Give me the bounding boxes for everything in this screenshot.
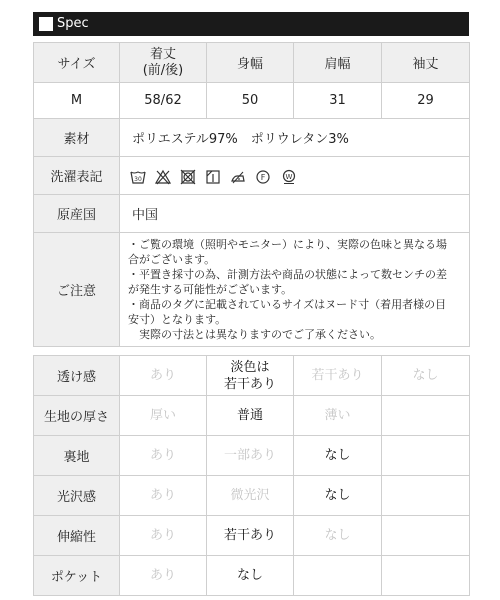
feature-option: あり — [120, 476, 207, 516]
feature-option: あり — [120, 436, 207, 476]
note-line: ・平置き採寸の為、計測方法や商品の状態によって数センチの差 — [128, 268, 447, 281]
origin-value: 中国 — [120, 195, 470, 233]
feature-option — [382, 556, 470, 596]
feature-option: なし — [382, 356, 470, 396]
feature-label: 伸縮性 — [34, 516, 120, 556]
note-line: ・ご覧の環境（照明やモニター）により、実際の色味と異なる場 — [128, 238, 447, 251]
size-header-row — [34, 43, 470, 83]
origin-row — [34, 195, 470, 233]
line-dry-shade-icon — [205, 169, 221, 185]
header-square-icon — [39, 17, 53, 31]
no-tumble-dry-icon — [180, 169, 196, 185]
feature-option-selected: 若干あり — [207, 516, 294, 556]
care-icons — [120, 157, 470, 195]
feature-option: あり — [120, 516, 207, 556]
wet-clean-w-icon — [281, 169, 297, 185]
feature-row — [34, 516, 470, 556]
wash-30-icon — [130, 169, 146, 185]
feature-option: あり — [120, 356, 207, 396]
feature-option-selected: なし — [294, 476, 382, 516]
material-label: 素材 — [34, 119, 120, 157]
feature-option-selected: なし — [207, 556, 294, 596]
care-row — [34, 157, 470, 195]
svg-text:W: W — [285, 172, 293, 181]
spec-header — [33, 12, 469, 36]
feature-row — [34, 356, 470, 396]
feature-option: 薄い — [294, 396, 382, 436]
notes-row — [34, 233, 470, 347]
feature-option: 厚い — [120, 396, 207, 436]
material-row — [34, 119, 470, 157]
feature-option: あり — [120, 556, 207, 596]
dry-clean-f-icon — [255, 169, 271, 185]
feature-option-selected: 淡色は 若干あり — [207, 356, 294, 396]
note-line: が発生する可能性がございます。 — [128, 283, 293, 296]
svg-text:30: 30 — [134, 175, 142, 183]
feature-table — [33, 355, 470, 596]
size-value-cell: M — [34, 83, 120, 119]
feature-option: なし — [294, 516, 382, 556]
low-iron-icon — [230, 169, 246, 185]
feature-row — [34, 476, 470, 516]
feature-option — [382, 516, 470, 556]
feature-row — [34, 396, 470, 436]
note-line: 実際の寸法とは異なりますのでご了承ください。 — [128, 328, 381, 341]
feature-label: ポケット — [34, 556, 120, 596]
care-label: 洗濯表記 — [34, 157, 120, 195]
feature-label: 生地の厚さ — [34, 396, 120, 436]
length-header-cell — [120, 43, 207, 83]
feature-option: 若干あり — [294, 356, 382, 396]
size-header-cell: サイズ — [34, 43, 120, 83]
feature-row — [34, 556, 470, 596]
size-value-row — [34, 83, 470, 119]
origin-label: 原産国 — [34, 195, 120, 233]
feature-label: 裏地 — [34, 436, 120, 476]
feature-option-selected: 普通 — [207, 396, 294, 436]
feature-option: 一部あり — [207, 436, 294, 476]
sleeve-value-cell: 29 — [382, 83, 470, 119]
length-header-text: 着丈 (前/後) — [142, 46, 184, 78]
shoulder-value-cell: 31 — [294, 83, 382, 119]
feature-option — [382, 396, 470, 436]
width-value-cell: 50 — [207, 83, 294, 119]
material-value: ポリエステル97% ポリウレタン3% — [120, 119, 470, 157]
spec-title: Spec — [57, 16, 89, 31]
feature-option — [382, 436, 470, 476]
no-bleach-icon — [155, 169, 171, 185]
note-line: 合がございます。 — [128, 253, 216, 266]
svg-text:F: F — [261, 172, 266, 182]
note-line: ・商品のタグに記載されているサイズはヌード寸（着用者様の目 — [128, 298, 447, 311]
length-value-cell: 58/62 — [120, 83, 207, 119]
sleeve-header-cell: 袖丈 — [382, 43, 470, 83]
notes-text — [120, 233, 470, 347]
feature-label: 光沢感 — [34, 476, 120, 516]
feature-label: 透け感 — [34, 356, 120, 396]
width-header-cell: 身幅 — [207, 43, 294, 83]
shoulder-header-cell: 肩幅 — [294, 43, 382, 83]
notes-label: ご注意 — [34, 233, 120, 347]
feature-row — [34, 436, 470, 476]
feature-option-selected: なし — [294, 436, 382, 476]
feature-option: 微光沢 — [207, 476, 294, 516]
feature-option — [294, 556, 382, 596]
spec-table — [33, 42, 470, 347]
feature-option — [382, 476, 470, 516]
note-line: 安寸）となります。 — [128, 313, 227, 326]
